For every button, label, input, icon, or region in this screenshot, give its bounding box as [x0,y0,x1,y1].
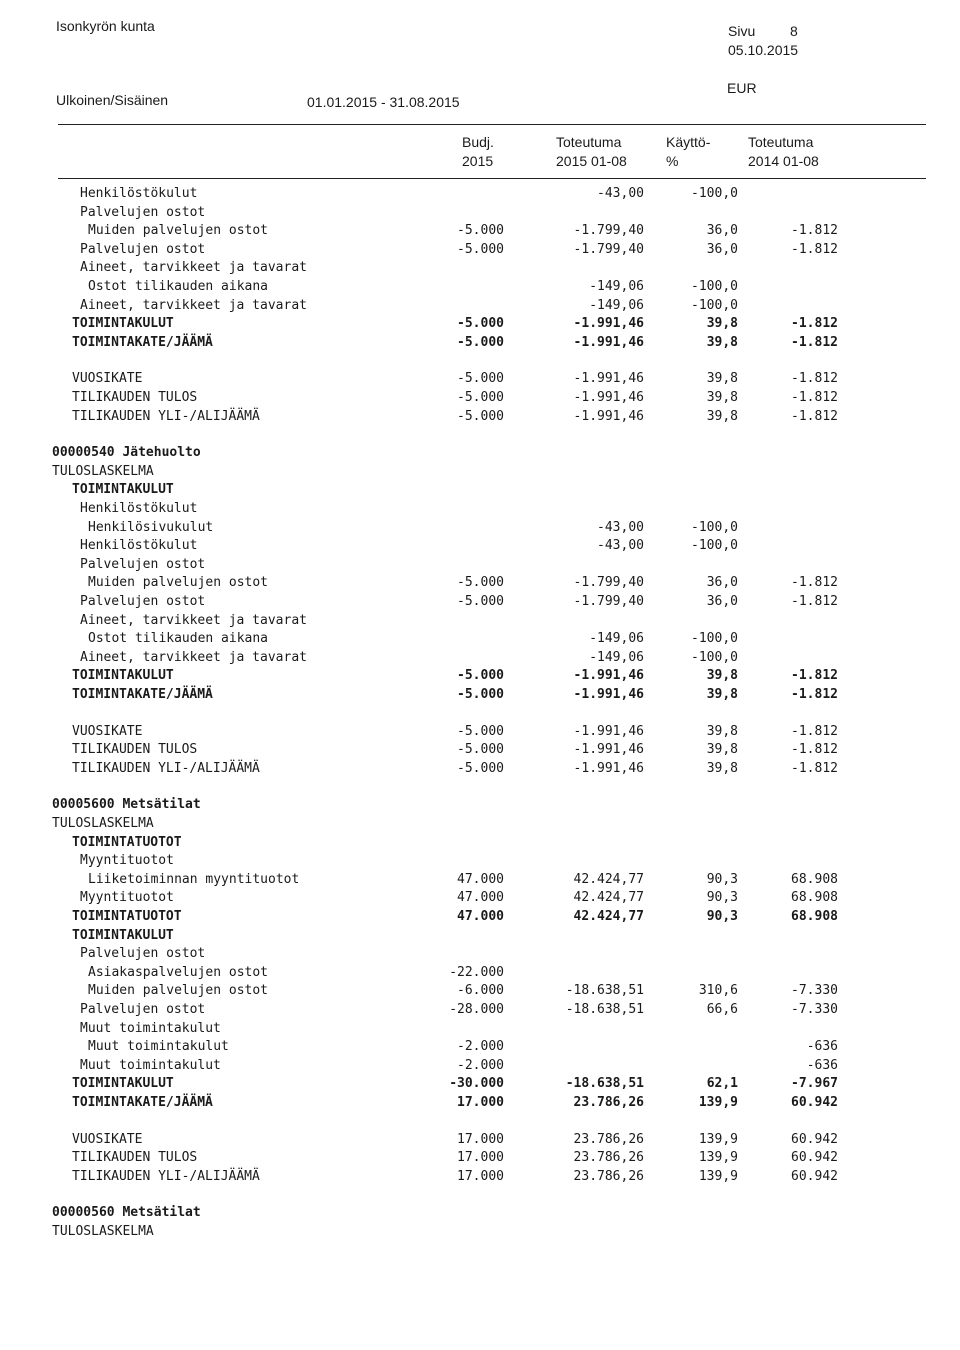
actual-2014-value: 68.908 [791,871,838,887]
table-row [0,853,960,871]
row-label: Aineet, tarvikkeet ja tavarat [80,297,307,313]
table-row [0,1039,960,1057]
table-row [0,742,960,760]
budget-value: -5.000 [457,371,504,387]
table-row [0,242,960,260]
actual-2015-value: -1.799,40 [573,241,644,257]
budget-value: -5.000 [457,241,504,257]
actual-2014-value: -1.812 [791,594,838,609]
row-label: TILIKAUDEN TULOS [72,1150,198,1166]
table-row [0,445,960,463]
budget-value: -5.000 [457,390,504,405]
table-row [0,928,960,946]
actual-2015-value: -1.799,40 [573,594,644,609]
row-label: TOIMINTATUOTOT [72,834,182,850]
budget-value: 17.000 [457,1168,504,1184]
actual-2014-value: -636 [806,1039,838,1055]
row-label: 00000540 Jätehuolto [52,445,201,461]
row-label: Palvelujen ostot [80,241,206,257]
usage-percent: 39,8 [706,334,738,350]
table-row [0,464,960,482]
actual-2014-value: -1.812 [791,760,838,776]
col-usage-line2: % [666,153,679,169]
row-label: TOIMINTAKATE/JÄÄMÄ [72,1095,213,1110]
budget-value: -2.000 [457,1039,504,1055]
actual-2015-value: 23.786,26 [573,1150,644,1166]
actual-2015-value: -43,00 [597,186,644,201]
col-actual-2014-line1: Toteutuma [748,134,814,150]
row-label: Palvelujen ostot [80,594,206,609]
row-label: Aineet, tarvikkeet ja tavarat [80,612,307,628]
row-label: Palvelujen ostot [80,556,206,572]
org-name: Isonkyrön kunta [56,18,155,34]
row-label: Ostot tilikauden aikana [88,279,269,294]
period-label: 01.01.2015 - 31.08.2015 [307,94,460,110]
table-row [0,965,960,983]
budget-value: -5.000 [457,594,504,609]
row-label: Liiketoiminnan myyntituotot [88,871,300,887]
table-row [0,186,960,204]
actual-2015-value: -149,06 [589,631,644,647]
table-row [0,1224,960,1242]
usage-percent: 36,0 [706,575,738,591]
usage-percent: 39,8 [706,408,738,424]
table-row [0,594,960,612]
actual-2015-value: -1.991,46 [573,687,644,702]
budget-value: -22.000 [449,964,504,980]
actual-2014-value: -636 [806,1057,838,1073]
budget-value: -5.000 [457,223,504,239]
usage-percent: 39,8 [706,316,738,332]
scope-label: Ulkoinen/Sisäinen [56,92,169,108]
actual-2014-value: -1.812 [791,723,838,739]
col-actual-2015-line1: Toteutuma [556,134,622,150]
row-label: Asiakaspalvelujen ostot [88,964,269,980]
row-label: TOIMINTAKATE/JÄÄMÄ [72,687,213,702]
row-label: TILIKAUDEN TULOS [72,390,198,405]
budget-value: -5.000 [457,575,504,591]
budget-value: 17.000 [457,1131,504,1147]
table-row [0,613,960,631]
row-label: Muiden palvelujen ostot [88,223,269,239]
budget-value: -6.000 [457,983,504,999]
row-label: Muut toimintakulut [88,1039,229,1055]
actual-2015-value: -1.799,40 [573,575,644,591]
usage-percent: 139,9 [698,1131,738,1147]
table-row [0,1058,960,1076]
actual-2015-value: -1.991,46 [573,334,644,350]
row-label: TILIKAUDEN YLI-/ALIJÄÄMÄ [72,1168,260,1184]
usage-percent: 66,6 [706,1002,738,1017]
header-rule-bottom [58,178,926,179]
budget-value: -5.000 [457,668,504,684]
report-date: 05.10.2015 [728,42,799,58]
table-row [0,1076,960,1094]
table-row [0,835,960,853]
actual-2014-value: -1.812 [791,390,838,405]
usage-percent: 90,3 [706,909,738,924]
actual-2015-value: -1.991,46 [573,760,644,776]
actual-2015-value: -1.799,40 [573,223,644,239]
table-row [0,946,960,964]
table-row [0,1095,960,1113]
usage-percent: 310,6 [698,983,738,999]
row-label: Henkilöstökulut [80,538,198,554]
usage-percent: -100,0 [691,519,738,535]
budget-value: -5.000 [457,723,504,739]
table-row [0,298,960,316]
row-label: TOIMINTAKULUT [72,316,174,332]
row-label: Aineet, tarvikkeet ja tavarat [80,260,307,276]
budget-value: -5.000 [457,316,504,332]
budget-value: 47.000 [457,871,504,887]
table-row [0,1002,960,1020]
actual-2015-value: -18.638,51 [565,1002,644,1017]
usage-percent: 36,0 [706,241,738,257]
actual-2015-value: -18.638,51 [565,983,644,999]
row-label: Palvelujen ostot [80,946,206,962]
row-label: Palvelujen ostot [80,1002,206,1017]
table-row [0,260,960,278]
actual-2015-value: 42.424,77 [573,890,644,906]
row-label: Aineet, tarvikkeet ja tavarat [80,649,307,665]
budget-value: -2.000 [457,1057,504,1073]
usage-percent: 39,8 [706,371,738,387]
row-label: Palvelujen ostot [80,204,206,220]
row-label: Henkilöstökulut [80,501,198,516]
actual-2015-value: -1.991,46 [573,742,644,758]
actual-2014-value: -1.812 [791,575,838,591]
table-row [0,390,960,408]
col-budget-line2: 2015 [462,153,494,169]
actual-2015-value: 23.786,26 [573,1095,644,1110]
table-row [0,1150,960,1168]
actual-2015-value: -43,00 [597,519,644,535]
row-label: Muiden palvelujen ostot [88,575,269,591]
budget-value: -5.000 [457,760,504,776]
actual-2014-value: -1.812 [791,371,838,387]
budget-value: 17.000 [457,1150,504,1166]
usage-percent: 139,9 [698,1168,738,1184]
actual-2015-value: -1.991,46 [573,371,644,387]
budget-value: -30.000 [449,1076,504,1092]
table-row [0,501,960,519]
table-row [0,371,960,389]
row-label: VUOSIKATE [72,1131,143,1147]
actual-2014-value: -1.812 [791,742,838,758]
table-row [0,983,960,1001]
table-row [0,797,960,815]
actual-2015-value: 42.424,77 [573,909,644,924]
actual-2014-value: 60.942 [791,1168,838,1184]
page-number: 8 [790,23,798,39]
table-row [0,761,960,779]
col-usage-line1: Käyttö- [666,134,711,150]
table-row [0,1132,960,1150]
row-label: VUOSIKATE [72,723,143,739]
col-budget-line1: Budj. [462,134,494,150]
header-rule-top [58,124,926,125]
actual-2015-value: -1.991,46 [573,390,644,405]
row-label: Myyntituotot [80,890,174,906]
actual-2015-value: -149,06 [589,297,644,313]
table-row [0,687,960,705]
budget-value: 17.000 [457,1095,504,1110]
row-label: Ostot tilikauden aikana [88,631,269,647]
table-row [0,482,960,500]
table-row [0,631,960,649]
budget-value: 47.000 [457,909,504,924]
actual-2014-value: 60.942 [791,1150,838,1166]
table-row [0,538,960,556]
table-row [0,279,960,297]
budget-value: 47.000 [457,890,504,906]
usage-percent: -100,0 [691,538,738,554]
usage-percent: 39,8 [706,390,738,405]
usage-percent: 36,0 [706,594,738,609]
usage-percent: 39,8 [706,742,738,758]
usage-percent: 90,3 [706,871,738,887]
table-row [0,724,960,742]
table-row [0,650,960,668]
table-row [0,557,960,575]
row-label: TULOSLASKELMA [52,816,154,831]
actual-2014-value: -1.812 [791,668,838,684]
actual-2014-value: -1.812 [791,408,838,424]
actual-2015-value: 23.786,26 [573,1131,644,1147]
row-label: 00005600 Metsätilat [52,797,201,813]
row-label: TOIMINTAKULUT [72,1076,174,1092]
table-row [0,1021,960,1039]
actual-2015-value: -149,06 [589,279,644,294]
row-label: TILIKAUDEN YLI-/ALIJÄÄMÄ [72,408,260,424]
row-label: 00000560 Metsätilat [52,1205,201,1221]
usage-percent: 90,3 [706,890,738,906]
actual-2014-value: -1.812 [791,334,838,350]
row-label: Muut toimintakulut [80,1020,221,1036]
table-row [0,668,960,686]
row-label: Henkilösivukulut [88,519,214,535]
table-row [0,409,960,427]
usage-percent: 36,0 [706,223,738,239]
budget-value: -5.000 [457,408,504,424]
row-label: TILIKAUDEN YLI-/ALIJÄÄMÄ [72,760,260,776]
currency-label: EUR [727,80,757,96]
row-label: TILIKAUDEN TULOS [72,742,198,758]
table-row [0,816,960,834]
row-label: VUOSIKATE [72,371,143,387]
row-label: TULOSLASKELMA [52,463,154,479]
table-row [0,872,960,890]
usage-percent: 39,8 [706,687,738,702]
row-label: TOIMINTAKULUT [72,482,174,498]
actual-2015-value: -1.991,46 [573,668,644,684]
actual-2015-value: 42.424,77 [573,871,644,887]
row-label: Muiden palvelujen ostot [88,983,269,999]
usage-percent: 62,1 [706,1076,738,1092]
table-row [0,316,960,334]
row-label: Myyntituotot [80,853,174,869]
actual-2015-value: -18.638,51 [565,1076,644,1092]
row-label: TOIMINTATUOTOT [72,909,182,924]
col-actual-2015-line2: 2015 01-08 [556,153,627,169]
usage-percent: 39,8 [706,760,738,776]
table-row [0,1205,960,1223]
budget-value: -5.000 [457,687,504,702]
actual-2015-value: -1.991,46 [573,408,644,424]
table-row [0,890,960,908]
row-label: TOIMINTAKULUT [72,668,174,684]
actual-2014-value: -7.967 [791,1076,838,1092]
table-row [0,335,960,353]
actual-2014-value: -7.330 [791,983,838,999]
usage-percent: 39,8 [706,668,738,684]
actual-2015-value: 23.786,26 [573,1168,644,1184]
usage-percent: 139,9 [698,1095,738,1110]
budget-value: -28.000 [449,1002,504,1017]
col-actual-2014-line2: 2014 01-08 [748,153,819,169]
budget-value: -5.000 [457,334,504,350]
actual-2014-value: -1.812 [791,241,838,257]
table-row [0,575,960,593]
actual-2014-value: -7.330 [791,1002,838,1017]
actual-2015-value: -1.991,46 [573,316,644,332]
usage-percent: -100,0 [691,649,738,665]
usage-percent: -100,0 [691,631,738,647]
actual-2014-value: 60.942 [791,1095,838,1110]
actual-2014-value: 68.908 [791,890,838,906]
table-row [0,520,960,538]
row-label: TOIMINTAKATE/JÄÄMÄ [72,334,213,350]
usage-percent: -100,0 [691,297,738,313]
row-label: TULOSLASKELMA [52,1224,154,1239]
usage-percent: -100,0 [691,186,738,201]
table-row [0,223,960,241]
usage-percent: -100,0 [691,279,738,294]
row-label: Muut toimintakulut [80,1057,221,1073]
budget-value: -5.000 [457,742,504,758]
actual-2014-value: 68.908 [791,909,838,924]
row-label: TOIMINTAKULUT [72,927,174,943]
usage-percent: 139,9 [698,1150,738,1166]
actual-2014-value: 60.942 [791,1131,838,1147]
actual-2015-value: -149,06 [589,649,644,665]
table-row [0,909,960,927]
table-row [0,1169,960,1187]
actual-2015-value: -43,00 [597,538,644,554]
actual-2014-value: -1.812 [791,316,838,332]
actual-2015-value: -1.991,46 [573,723,644,739]
page-label: Sivu [728,23,756,39]
actual-2014-value: -1.812 [791,223,838,239]
row-label: Henkilöstökulut [80,186,198,201]
actual-2014-value: -1.812 [791,687,838,702]
usage-percent: 39,8 [706,723,738,739]
table-row [0,205,960,223]
